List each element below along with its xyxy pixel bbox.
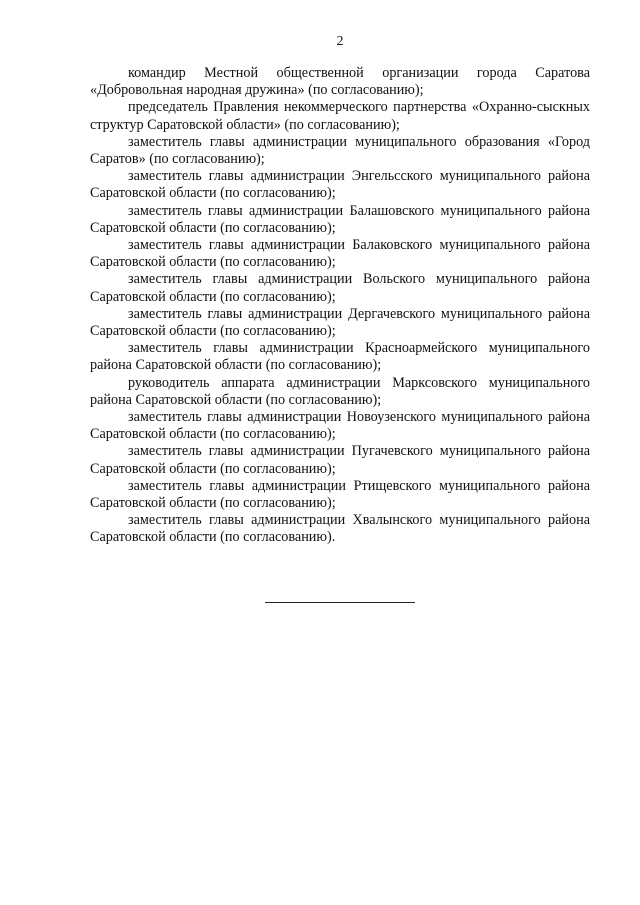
list-item: командир Местной общественной организации города Саратова «Добровольная народная дружина» (по согласованию); bbox=[90, 65, 590, 99]
list-item: председатель Правления некоммерческого партнерства «Охранно-сыскных структур Саратовской области» (по согласованию); bbox=[90, 99, 590, 133]
list-item: заместитель главы администрации Пугачевского муниципального района Саратовской области (по согласованию); bbox=[90, 443, 590, 477]
list-item: заместитель главы администрации Балашовского муниципального района Саратовской области (по согласованию); bbox=[90, 202, 590, 236]
list-item: заместитель главы администрации Энгельсского муниципального района Саратовской области (по согласованию); bbox=[90, 168, 590, 202]
list-item: заместитель главы администрации Балаковского муниципального района Саратовской области (по согласованию); bbox=[90, 237, 590, 271]
end-divider-line bbox=[265, 602, 415, 603]
list-item: заместитель главы администрации Дергачевского муниципального района Саратовской области (по согласованию); bbox=[90, 305, 590, 340]
document-body bbox=[90, 65, 590, 547]
list-item: заместитель главы администрации муниципального образования «Город Саратов» (по согласованию); bbox=[90, 133, 590, 168]
list-item: заместитель главы администрации Ртищевского муниципального района Саратовской области (по согласованию); bbox=[90, 477, 590, 512]
list-item: заместитель главы администрации Вольского муниципального района Саратовской области (по согласованию); bbox=[90, 271, 590, 305]
list-item: заместитель главы администрации Новоузенского муниципального района Саратовской области (по согласованию); bbox=[90, 409, 590, 443]
list-item: заместитель главы администрации Хвалынского муниципального района Саратовской области (по согласованию). bbox=[90, 512, 590, 546]
page-number: 2 bbox=[336, 34, 344, 49]
list-item: заместитель главы администрации Красноармейского муниципального района Саратовской области (по согласованию); bbox=[90, 340, 590, 374]
list-item: руководитель аппарата администрации Марксовского муниципального района Саратовской области (по согласованию); bbox=[90, 374, 590, 408]
